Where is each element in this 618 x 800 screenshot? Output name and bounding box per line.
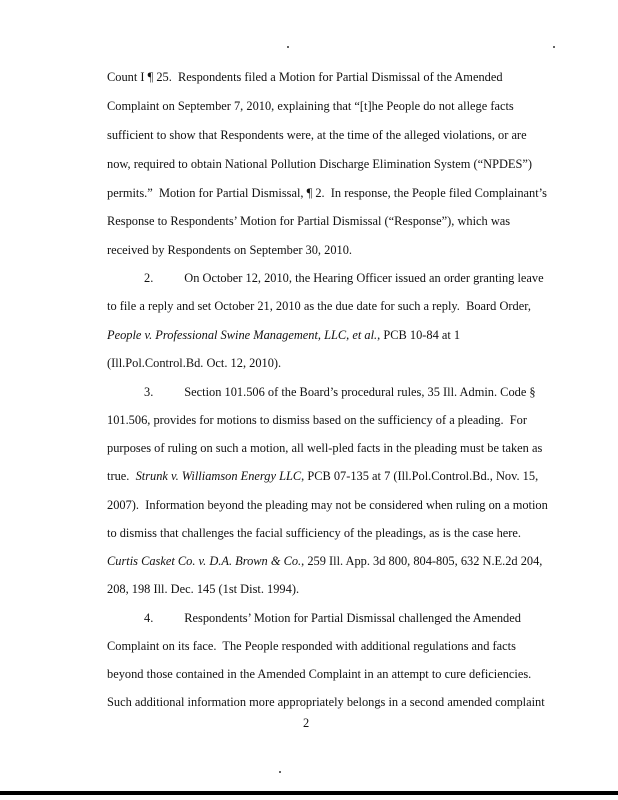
paragraph-3-start: 3. Section 101.506 of the Board’s procedural rules, 35 Ill. Admin. Code § — [144, 385, 536, 399]
text-line: purposes of ruling on such a motion, all well-pled facts in the pleading must be taken as — [107, 441, 543, 455]
text-line: to file a reply and set October 21, 2010 as the due date for such a reply. Board Order, — [107, 299, 531, 313]
text-line: sufficient to show that Respondents were, at the time of the alleged violations, or are — [107, 128, 527, 142]
page-number: 2 — [303, 716, 310, 730]
text-line-citation: Curtis Casket Co. v. D.A. Brown & Co., 259 Ill. App. 3d 800, 804-805, 632 N.E.2d 204, — [107, 554, 543, 568]
case-name: Strunk v. Williamson Energy LLC — [135, 469, 302, 483]
text-line: Count I ¶ 25. Respondents filed a Motion for Partial Dismissal of the Amended — [107, 70, 503, 84]
scan-speck — [553, 46, 555, 48]
text-line: 101.506, provides for motions to dismiss based on the sufficiency of a pleading. For — [107, 413, 527, 427]
paragraph-2-start: 2. On October 12, 2010, the Hearing Officer issued an order granting leave — [144, 271, 544, 285]
text-line: received by Respondents on September 30, 2010. — [107, 243, 353, 257]
scan-speck — [279, 771, 281, 773]
case-name: Curtis Casket Co. v. D.A. Brown & Co. — [107, 554, 302, 568]
text-line: 2007). Information beyond the pleading may not be considered when ruling on a motion — [107, 498, 548, 512]
text-line-citation: People v. Professional Swine Management, LLC, et al., PCB 10-84 at 1 — [107, 328, 461, 342]
text-line: Response to Respondents’ Motion for Partial Dismissal (“Response”), which was — [107, 214, 511, 228]
text-line: to dismiss that challenges the facial sufficiency of the pleadings, as is the case here. — [107, 526, 522, 540]
case-name: People v. Professional Swine Management, LLC, et al. — [107, 328, 378, 342]
text-line: Complaint on September 7, 2010, explaining that “[t]he People do not allege facts — [107, 99, 514, 113]
text-line: Complaint on its face. The People responded with additional regulations and facts — [107, 639, 516, 653]
paragraph-4-start: 4. Respondents’ Motion for Partial Dismissal challenged the Amended — [144, 611, 521, 625]
text-line: permits.” Motion for Partial Dismissal, ¶ 2. In response, the People filed Complainant’s — [107, 186, 547, 200]
text-line: (Ill.Pol.Control.Bd. Oct. 12, 2010). — [107, 356, 282, 370]
text-line: Such additional information more appropriately belongs in a second amended complaint — [107, 695, 545, 709]
text-line: 208, 198 Ill. Dec. 145 (1st Dist. 1994). — [107, 582, 300, 596]
scan-speck — [287, 46, 289, 48]
text-line: now, required to obtain National Pollution Discharge Elimination System (“NPDES”) — [107, 157, 533, 171]
page-bottom-edge — [0, 791, 618, 795]
text-line: beyond those contained in the Amended Complaint in an attempt to cure deficiencies. — [107, 667, 532, 681]
text-line-citation: true. Strunk v. Williamson Energy LLC, PCB 07-135 at 7 (Ill.Pol.Control.Bd., Nov. 15, — [107, 469, 539, 483]
